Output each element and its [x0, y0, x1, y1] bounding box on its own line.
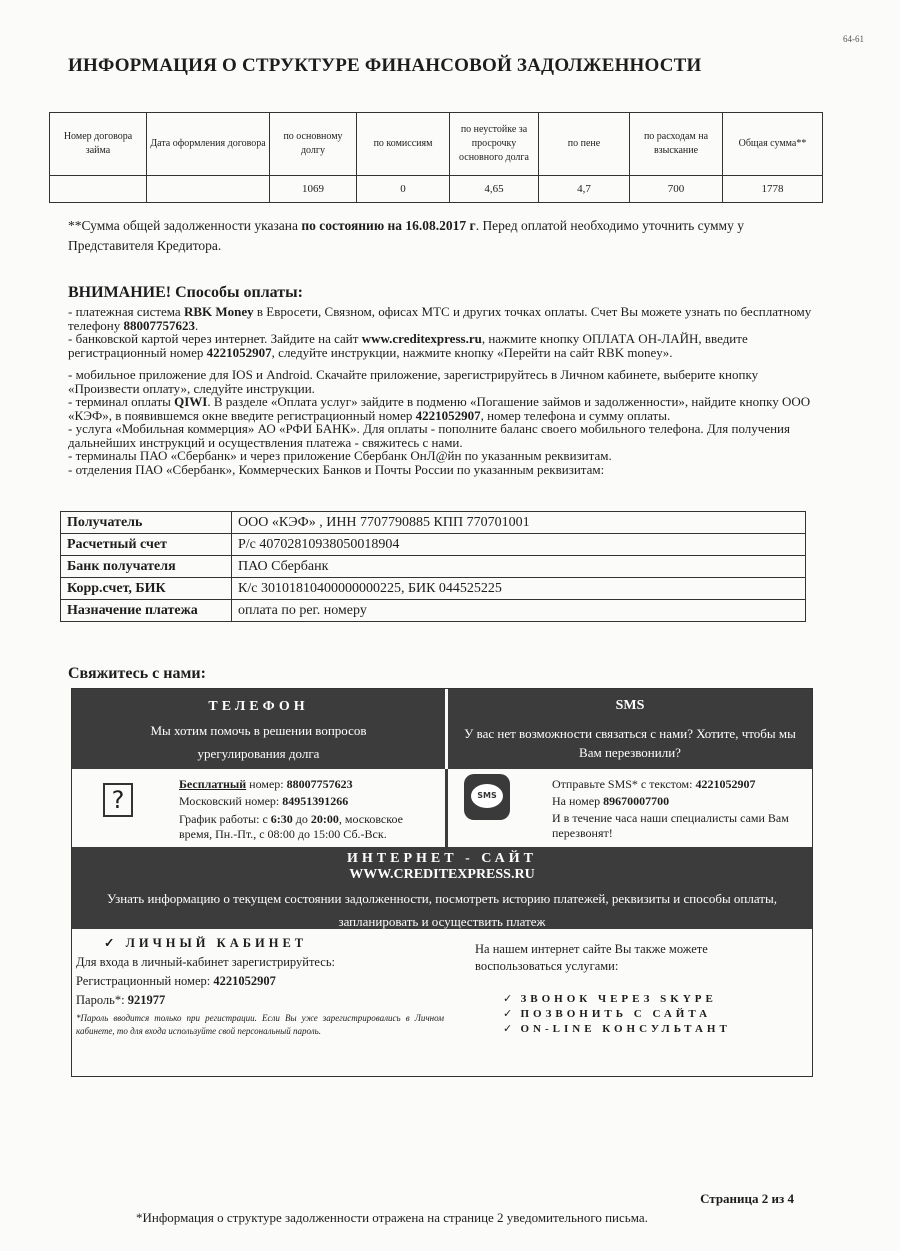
value-cell: 1069 — [270, 176, 357, 203]
internet-subtitle: Узнать информацию о текущем состоянии задолженности, посмотреть историю платежей, реквизиты и способы оплаты, запланировать и осуществить платеж — [107, 891, 777, 929]
sms-panel — [448, 769, 812, 847]
contact-title: Свяжитесь с нами: — [68, 665, 206, 682]
internet-title: ИНТЕРНЕТ - САЙТ — [347, 851, 537, 866]
header-cell: Общая сумма** — [723, 113, 823, 176]
header-cell: по неустойке за просрочку основного долга — [450, 113, 539, 176]
phone-header — [72, 689, 445, 769]
phone-panel — [72, 769, 448, 847]
requisite-value: Р/с 40702810938050018904 — [232, 534, 806, 556]
sms-details — [552, 777, 808, 841]
header-cell: Номер договора займа — [50, 113, 147, 176]
debt-note — [68, 216, 828, 256]
value-cell: 0 — [357, 176, 450, 203]
sms-title: SMS — [615, 698, 645, 713]
requisite-value: оплата по рег. номеру — [232, 600, 806, 622]
services-intro: На нашем интернет сайте Вы также можете воспользоваться услугами: — [475, 942, 708, 973]
header-cell: по основному долгу — [270, 113, 357, 176]
table-row — [61, 556, 806, 578]
requisite-key: Корр.счет, БИК — [61, 578, 232, 600]
method-item: - банковской картой через интернет. Зайдите на сайт www.creditexpress.ru, нажмите кнопку ОПЛАТА ОН-ЛАЙН, введите регистрационный номер 4221052907, следуйте инструкции, нажмите кнопку «Перейти на сайт RBK money». — [68, 331, 748, 360]
free-phone: Бесплатный номер: 88007757623 — [179, 777, 353, 791]
header-cell: по пене — [539, 113, 630, 176]
password-note: *Пароль вводится только при регистрации. Если Вы уже зарегистрировались в Личном кабинете, то для входа используйте свой персональный пароль. — [76, 1013, 444, 1036]
requisite-key: Назначение платежа — [61, 600, 232, 622]
note-date: по состоянию на 16.08.2017 г — [301, 218, 476, 233]
work-hours: График работы: с 6:30 до 20:00, московское время, Пн.-Пт., с 08:00 до 15:00 Сб.-Вск. — [179, 812, 403, 841]
method-item: - услуга «Мобильная коммерция» АО «РФИ БАНК». Для оплаты - пополните баланс своего мобильного телефона. Для получения дальнейших инструкций и осуществления платежа - свяжитесь с нами. — [68, 421, 790, 450]
site-services — [475, 941, 775, 1037]
note-text: **Сумма общей задолженности указана — [68, 218, 302, 233]
method-item: - отделения ПАО «Сбербанк», Коммерческих Банков и Почты России по указанным реквизитам: — [68, 461, 605, 477]
phone-subtitle: Мы хотим помочь в решении вопросов урегулирования долга — [150, 723, 367, 761]
table-row — [50, 176, 823, 203]
service-item: ✓ ПОЗВОНИТЬ С САЙТА — [503, 1008, 712, 1020]
cabinet-reg-number: Регистрационный номер: 4221052907 — [76, 974, 276, 988]
services-list — [503, 992, 775, 1037]
question-icon: ? — [103, 783, 133, 817]
method-item: - терминал оплаты QIWI. В разделе «Оплата услуг» зайдите в подменю «Погашение займов и задолженности», найдите кнопку ООО «КЭФ», в появившемся окне введите регистрационный номер 4221052907, номер телефона и сумму оплаты. — [68, 394, 811, 423]
value-cell: 4,65 — [450, 176, 539, 203]
value-cell — [50, 176, 147, 203]
sms-icon: SMS — [464, 774, 510, 820]
payment-methods-title: ВНИМАНИЕ! Способы оплаты: — [68, 284, 303, 301]
sms-number: На номер 89670007700 — [552, 794, 670, 808]
requisite-value: ООО «КЭФ» , ИНН 7707790885 КПП 770701001 — [232, 512, 806, 534]
phone-title: ТЕЛЕФОН — [208, 699, 309, 714]
moscow-phone: Московский номер: 84951391266 — [179, 794, 349, 808]
requisite-key: Банк получателя — [61, 556, 232, 578]
debt-structure-table — [49, 112, 823, 203]
method-item: - платежная система RBK Money в Евросети, Связном, офисах МТС и других точках оплаты. Счет Вы можете узнать по бесплатному телефону 88007757623. — [68, 304, 812, 333]
value-cell: 1778 — [723, 176, 823, 203]
value-cell — [147, 176, 270, 203]
header-cell: по расходам на взыскание — [630, 113, 723, 176]
table-row — [61, 534, 806, 556]
requisite-value: К/с 30101810400000000225, БИК 044525225 — [232, 578, 806, 600]
phone-details — [179, 777, 439, 842]
contact-box — [71, 688, 813, 1077]
requisite-key: Расчетный счет — [61, 534, 232, 556]
value-cell: 700 — [630, 176, 723, 203]
header-cell: Дата оформления договора — [147, 113, 270, 176]
sms-subtitle: У вас нет возможности связаться с нами? Хотите, чтобы мы Вам перезвонили? — [464, 726, 796, 760]
header-cell: по комиссиям — [357, 113, 450, 176]
requisite-value: ПАО Сбербанк — [232, 556, 806, 578]
note-text: . Перед оплатой необходимо уточнить сумму у Представителя Кредитора. — [68, 218, 744, 253]
table-row — [61, 600, 806, 622]
table-header-row — [50, 113, 823, 176]
requisite-key: Получатель — [61, 512, 232, 534]
payment-methods-list — [68, 305, 828, 476]
service-item: ✓ ON-LINE КОНСУЛЬТАНТ — [503, 1023, 731, 1035]
value-cell: 4,7 — [539, 176, 630, 203]
sms-header — [448, 689, 812, 769]
table-row — [61, 512, 806, 534]
method-item: - мобильное приложение для IOS и Android. Скачайте приложение, зарегистрируйтесь в Личном кабинете, выберите кнопку «Произвести оплату», следуйте инструкции. — [68, 367, 759, 396]
internet-header — [72, 847, 812, 929]
cabinet-register: Для входа в личный-кабинет зарегистрируйтесь: — [76, 955, 335, 969]
payment-requisites-table — [60, 511, 806, 622]
site-link[interactable]: WWW.CREDITEXPRESS.RU — [349, 867, 535, 882]
cabinet-title: ✓ ЛИЧНЫЙ КАБИНЕТ — [104, 936, 308, 950]
page-number: Страница 2 из 4 — [700, 1191, 794, 1206]
document-code: 64-61 — [843, 34, 864, 44]
table-row — [61, 578, 806, 600]
sms-callback: И в течение часа наши специалисты сами Вам перезвонят! — [552, 811, 789, 840]
method-item: - терминалы ПАО «Сбербанк» и через приложение Сбербанк ОнЛ@йн по указанным реквизитам. — [68, 448, 612, 463]
page-title: ИНФОРМАЦИЯ О СТРУКТУРЕ ФИНАНСОВОЙ ЗАДОЛЖЕННОСТИ — [68, 55, 702, 76]
personal-cabinet — [76, 934, 444, 1038]
footer-note: *Информация о структуре задолженности отражена на странице 2 уведомительного письма. — [136, 1210, 648, 1225]
sms-send: Отправьте SMS* с текстом: 4221052907 — [552, 777, 756, 791]
cabinet-password: Пароль*: 921977 — [76, 993, 166, 1007]
service-item: ✓ ЗВОНОК ЧЕРЕЗ SKYPE — [503, 993, 717, 1005]
